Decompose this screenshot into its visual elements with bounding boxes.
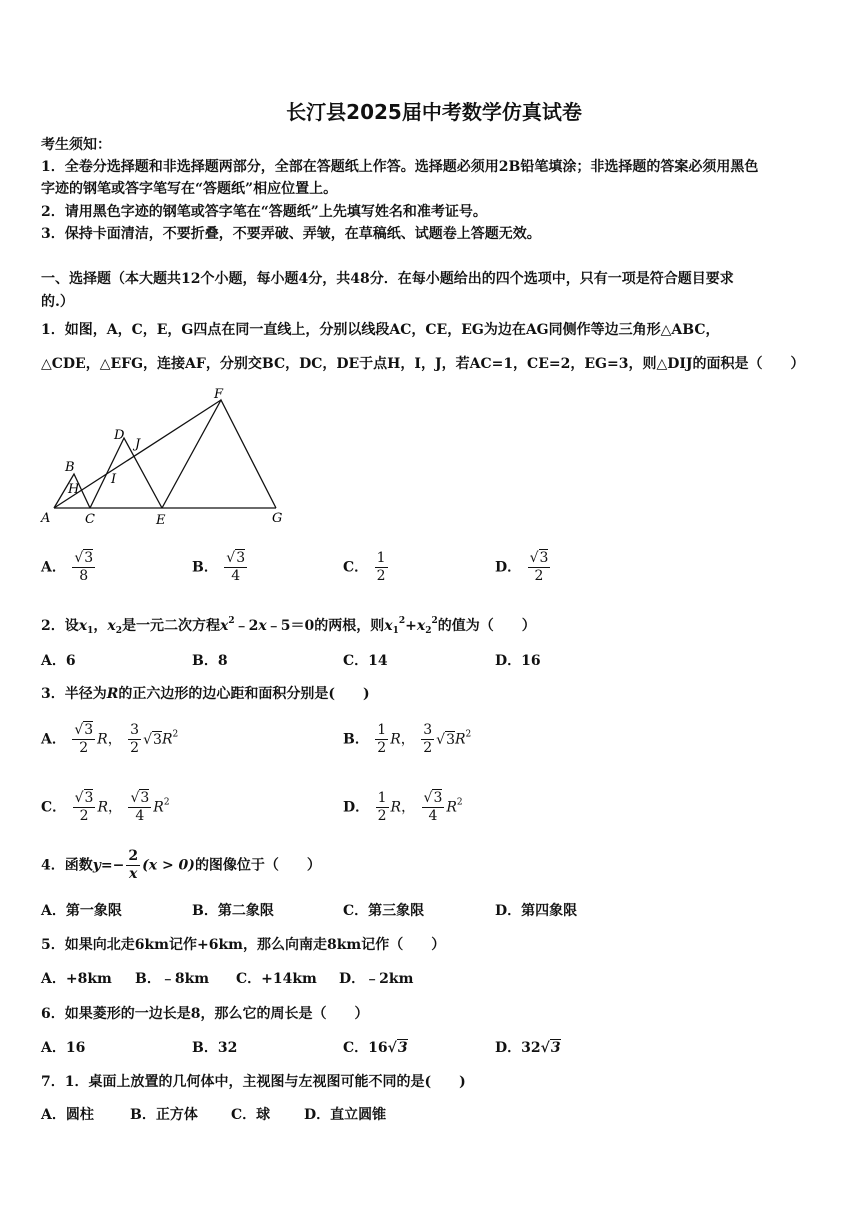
- q4-stem: 4．函数y=− $\frac{2}{x}$ (x > 0)的图像位于（ ）: [41, 848, 321, 882]
- q1-option-a[interactable]: A． $\frac{√3}{8}$: [41, 550, 94, 584]
- q6-option-a[interactable]: A．16: [41, 1040, 86, 1056]
- q2-stem: 2．设$x_1$，$x_2$是一元二次方程$x^2﹣2x﹣5=0$的两根，则$x_1^2+x_2^2$的值为（ ）: [41, 616, 536, 636]
- q4-option-b[interactable]: B．第二象限: [192, 903, 274, 919]
- triangle-cde: [90, 438, 162, 508]
- q7-option-a[interactable]: A．圆柱: [41, 1107, 94, 1123]
- q2-option-b[interactable]: B．8: [192, 653, 228, 669]
- q5-stem: 5．如果向北走6km记作+6km，那么向南走8km记作（ ）: [41, 937, 446, 953]
- q5-option-b[interactable]: B．﹣8km: [135, 971, 210, 987]
- label-A: A: [41, 511, 51, 526]
- q7-option-d[interactable]: D．直立圆锥: [304, 1107, 387, 1123]
- q3-stem: 3．半径为R的正六边形的边心距和面积分别是( ): [41, 686, 370, 702]
- q4-option-c[interactable]: C．第三象限: [343, 903, 425, 919]
- label-C: C: [85, 512, 95, 527]
- q1-option-b[interactable]: B． $\frac{√3}{4}$: [192, 550, 246, 584]
- q1-option-d[interactable]: D． $\frac{√3}{2}$: [495, 550, 549, 584]
- label-G: G: [272, 511, 283, 526]
- notice-line-2: 字迹的钢笔或答字笔写在“答题纸”相应位置上。: [41, 181, 338, 197]
- q1-stem-line-1: 1．如图，A，C，E，G四点在同一直线上，分别以线段AC，CE，EG为边在AG同侧作等边三角形△ABC，: [41, 322, 720, 338]
- section-heading-line-1: 一、选择题（本大题共12个小题，每小题4分，共48分．在每小题给出的四个选项中，只有一项是符合题目要求: [41, 271, 734, 287]
- q3-option-d[interactable]: D． $\frac{1}{2}$ R， $\frac{√3}{4}$ $R^2$: [343, 790, 463, 824]
- notice-heading: 考生须知：: [41, 137, 111, 153]
- q6-stem: 6．如果菱形的一边长是8，那么它的周长是（ ）: [41, 1006, 369, 1022]
- q1-stem-line-2: △CDE，△EFG，连接AF，分别交BC，DC，DE于点H，I，J，若AC=1，CE=2，EG=3，则△DIJ的面积是（ ）: [41, 356, 805, 372]
- q4-option-a[interactable]: A．第一象限: [41, 903, 122, 919]
- q5-option-d[interactable]: D．﹣2km: [339, 971, 414, 987]
- triangle-efg: [162, 400, 276, 508]
- q5-option-a[interactable]: A．+8km: [41, 971, 112, 987]
- page-title: 长汀县2025届中考数学仿真试卷: [286, 100, 582, 124]
- q2-option-a[interactable]: A．6: [41, 653, 76, 669]
- q6-option-c[interactable]: C．16√3: [343, 1040, 408, 1056]
- q2-option-d[interactable]: D．16: [495, 653, 541, 669]
- label-F: F: [214, 387, 224, 402]
- q3-option-c[interactable]: C． $\frac{√3}{2}$ R， $\frac{√3}{4}$ $R^2$: [41, 790, 170, 824]
- notice-line-1: 1．全卷分选择题和非选择题两部分，全部在答题纸上作答。选择题必须用2B铅笔填涂；非选择题的答案必须用黑色: [41, 159, 759, 175]
- q5-option-c[interactable]: C．+14km: [236, 971, 317, 987]
- label-I: I: [111, 472, 117, 487]
- q6-option-d[interactable]: D．32√3: [495, 1040, 561, 1056]
- q3-option-a[interactable]: A． $\frac{√3}{2}$ R， $\frac{3}{2}$ $√3R^2$: [41, 722, 179, 756]
- notice-line-4: 3．保持卡面清洁，不要折叠，不要弄破、弄皱，在草稿纸、试题卷上答题无效。: [41, 226, 541, 242]
- label-D: D: [114, 428, 125, 443]
- q1-option-c[interactable]: C． $\frac{1}{2}$: [343, 550, 386, 584]
- q2-option-c[interactable]: C．14: [343, 653, 388, 669]
- q1-geometry-figure: [38, 386, 288, 531]
- q7-option-b[interactable]: B．正方体: [130, 1107, 198, 1123]
- notice-line-3: 2．请用黑色字迹的钢笔或答字笔在“答题纸”上先填写姓名和准考证号。: [41, 204, 487, 220]
- label-B: B: [65, 460, 75, 475]
- q4-option-d[interactable]: D．第四象限: [495, 903, 578, 919]
- q3-option-b[interactable]: B． $\frac{1}{2}$ R， $\frac{3}{2}$ $√3R^2$: [343, 722, 472, 756]
- label-E: E: [156, 513, 166, 528]
- label-H: H: [68, 482, 80, 497]
- q7-stem: 7．1．桌面上放置的几何体中，主视图与左视图可能不同的是( ): [41, 1074, 466, 1090]
- section-heading-line-2: 的.）: [41, 294, 74, 310]
- q7-option-c[interactable]: C．球: [231, 1107, 271, 1123]
- q6-option-b[interactable]: B．32: [192, 1040, 238, 1056]
- label-J: J: [135, 437, 141, 452]
